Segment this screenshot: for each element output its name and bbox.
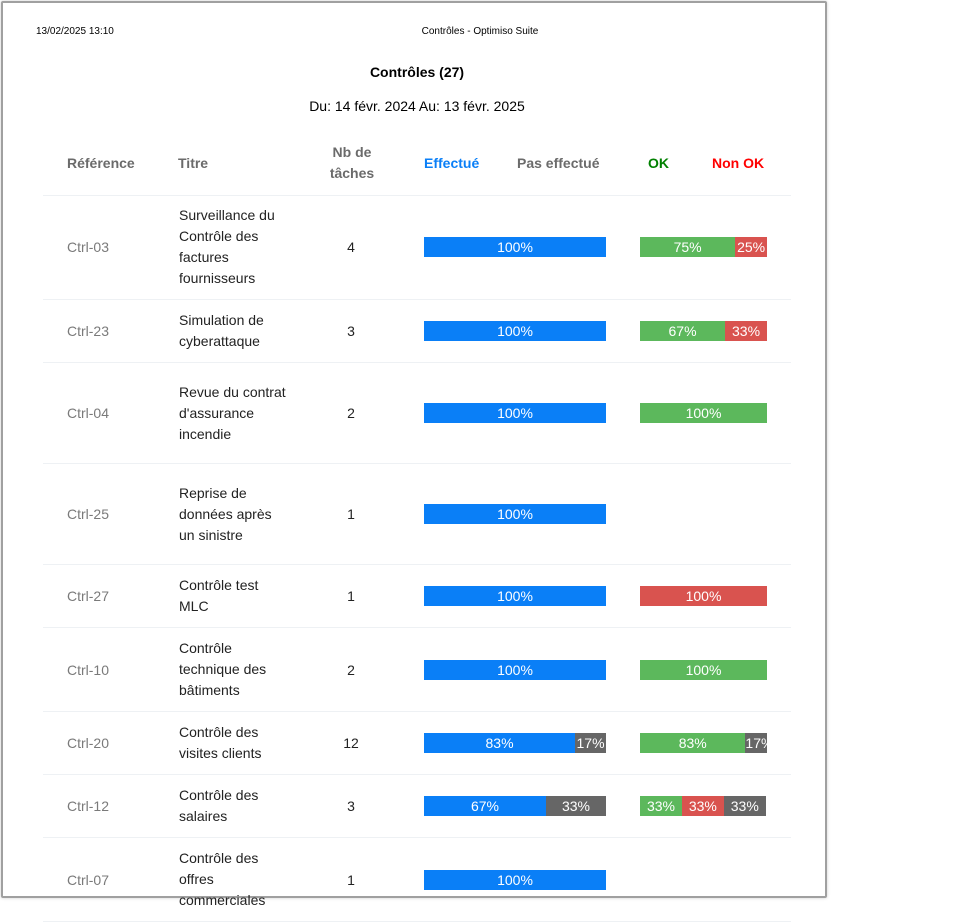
execution-bar-segment: 67% (424, 796, 546, 816)
result-bar (640, 660, 767, 680)
execution-bar (424, 660, 606, 680)
execution-cell (402, 300, 620, 363)
row-task-count: 4 (300, 195, 402, 300)
table-row[interactable] (43, 712, 791, 775)
execution-bar (424, 237, 606, 257)
execution-cell (402, 775, 620, 838)
row-title: Revue du contrat d'assurance incendie (168, 363, 300, 464)
execution-bar (424, 870, 606, 890)
execution-cell (402, 712, 620, 775)
row-task-count: 12 (300, 712, 402, 775)
result-cell (620, 363, 791, 464)
execution-bar-segment: 100% (424, 403, 606, 423)
execution-bar-segment: 100% (424, 586, 606, 606)
table-row[interactable] (43, 565, 791, 628)
execution-bar-segment: 100% (424, 504, 606, 524)
row-title: Surveillance du Contrôle des factures fournisseurs (168, 195, 300, 300)
row-ref: Ctrl-25 (43, 464, 168, 565)
execution-bar (424, 321, 606, 341)
row-title: Contrôle des salaires (168, 775, 300, 838)
result-bar-segment: 33% (724, 796, 766, 816)
execution-bar-segment: 83% (424, 733, 575, 753)
execution-cell (402, 195, 620, 300)
table-row[interactable] (43, 838, 791, 922)
execution-cell (402, 838, 620, 922)
row-title: Simulation de cyberattaque (168, 300, 300, 363)
result-cell (620, 195, 791, 300)
row-ref: Ctrl-07 (43, 838, 168, 922)
table-row[interactable] (43, 300, 791, 363)
result-cell (620, 775, 791, 838)
execution-bar (424, 796, 606, 816)
row-task-count: 3 (300, 300, 402, 363)
execution-bar-segment: 100% (424, 237, 606, 257)
controls-table (43, 195, 791, 922)
row-task-count: 1 (300, 838, 402, 922)
row-title: Reprise de données après un sinistre (168, 464, 300, 565)
execution-bar-segment: 17% (576, 735, 605, 751)
row-task-count: 1 (300, 565, 402, 628)
result-bar (640, 586, 767, 606)
col-nb: Nb de tâches (329, 144, 375, 181)
result-cell (620, 628, 791, 712)
row-task-count: 3 (300, 775, 402, 838)
execution-bar (424, 504, 606, 524)
col-done: Effectué (424, 155, 480, 171)
execution-cell (402, 628, 620, 712)
execution-cell (402, 464, 620, 565)
col-nok: Non OK (712, 155, 765, 171)
print-timestamp: 13/02/2025 13:10 (36, 26, 114, 37)
col-ok: OK (648, 155, 669, 171)
result-bar-segment: 100% (640, 403, 767, 423)
execution-cell (402, 565, 620, 628)
result-bar-segment: 83% (640, 733, 745, 753)
row-title: Contrôle technique des bâtiments (168, 628, 300, 712)
row-ref: Ctrl-03 (43, 195, 168, 300)
row-title: Contrôle des offres commerciales (168, 838, 300, 922)
execution-bar (424, 586, 606, 606)
row-ref: Ctrl-12 (43, 775, 168, 838)
result-bar-segment: 67% (640, 321, 725, 341)
result-bar-segment: 33% (640, 796, 682, 816)
result-bar-segment: 17% (745, 735, 774, 751)
result-bar-segment: 100% (640, 586, 767, 606)
result-cell (620, 565, 791, 628)
table-row[interactable] (43, 628, 791, 712)
app-title: Contrôles - Optimiso Suite (421, 26, 539, 37)
row-ref: Ctrl-27 (43, 565, 168, 628)
result-bar-segment: 33% (725, 321, 767, 341)
row-ref: Ctrl-20 (43, 712, 168, 775)
result-cell (620, 300, 791, 363)
execution-cell (402, 363, 620, 464)
row-task-count: 2 (300, 363, 402, 464)
table-row[interactable] (43, 775, 791, 838)
col-not-done: Pas effectué (517, 155, 600, 171)
row-ref: Ctrl-10 (43, 628, 168, 712)
execution-bar (424, 403, 606, 423)
table-row[interactable] (43, 195, 791, 300)
table-row[interactable] (43, 363, 791, 464)
row-title: Contrôle des visites clients (168, 712, 300, 775)
execution-bar-segment: 33% (546, 796, 606, 816)
row-task-count: 1 (300, 464, 402, 565)
result-bar (640, 403, 767, 423)
execution-bar-segment: 100% (424, 321, 606, 341)
result-cell (620, 712, 791, 775)
row-task-count: 2 (300, 628, 402, 712)
row-ref: Ctrl-23 (43, 300, 168, 363)
execution-bar-segment: 100% (424, 660, 606, 680)
report-title: Contrôles (27) (369, 64, 465, 80)
result-bar (640, 237, 767, 257)
result-cell (620, 464, 791, 565)
col-ref: Référence (67, 155, 135, 171)
col-title: Titre (178, 155, 209, 171)
result-bar (640, 321, 767, 341)
result-bar-segment: 33% (682, 796, 724, 816)
result-bar-segment: 100% (640, 660, 767, 680)
result-bar-segment: 25% (737, 239, 766, 255)
date-range: Du: 14 févr. 2024 Au: 13 févr. 2025 (309, 98, 525, 114)
row-title: Contrôle test MLC (168, 565, 300, 628)
result-cell (620, 838, 791, 922)
table-row[interactable] (43, 464, 791, 565)
row-ref: Ctrl-04 (43, 363, 168, 464)
result-bar (640, 796, 767, 816)
result-bar-segment: 75% (640, 237, 735, 257)
execution-bar-segment: 100% (424, 870, 606, 890)
result-bar (640, 733, 774, 753)
table-header (43, 140, 791, 196)
execution-bar (424, 733, 606, 753)
